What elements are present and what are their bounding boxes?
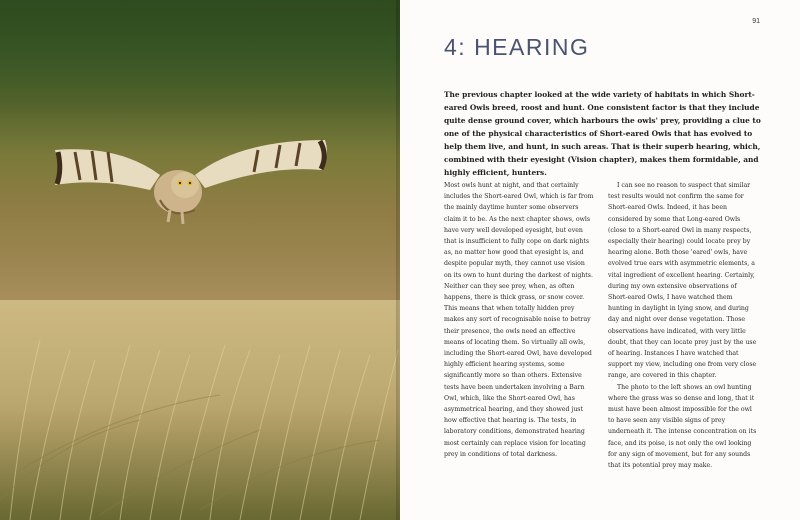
- text-page: [400, 0, 800, 520]
- chapter-title: 4: HEARING: [444, 34, 590, 60]
- body-column-1: [444, 180, 594, 460]
- body-paragraph: The photo to the left shows an owl hunting where the grass was so dense and long, that it must have been almost impossible for the owl to have seen any visible signs of prey underneath it. The intense concentration on its face, and its poise, is not only the owl looking for any sign of movement, but for any sounds that its potential prey may make.: [608, 383, 757, 470]
- page-number: 91: [752, 18, 760, 25]
- intro-paragraph: The previous chapter looked at the wide variety of habitats in which Short-eared Owls breed, roost and hunt. One consistent factor is that they include quite dense ground cover, which harbours the owls' prey, providing a clue to one of the physical characteristics of Short-eared Owls that has evolved to help them live, and hunt, in such areas. That is their superb hearing, which, combined with their eyesight (Vision chapter), makes them formidable, and highly efficient, hunters.: [444, 90, 761, 177]
- body-paragraph: Most owls hunt at night, and that certainly includes the Short-eared Owl, which is far from the mainly daytime hunter some observers claim it to be. As the next chapter shows, owls have very well developed eyesight, but even that is insufficient to fully cope on dark nights as, no matter how good that eyesight is, and despite popular myth, they cannot use vision on its own to hunt during the darkest of nights. Neither can they see prey, when, as often happens, there is thick grass, or snow cover. This means that when totally hidden prey makes any sort of recognisable noise to betray their presence, the owls need an effective means of locating them. So virtually all owls, including the Short-eared Owl, have developed highly efficient hearing systems, some significantly more so than others. Extensive tests have been undertaken involving a Barn Owl, which, like the Short-eared Owl, has asymmetrical hearing, and they showed just how effective that hearing is. The tests, in laboratory conditions, demonstrated hearing most certainly can replace vision for locating prey in conditions of total darkness.: [444, 182, 594, 458]
- body-paragraph: I can see no reason to suspect that similar test results would not confirm the same for Short-eared Owls. Indeed, it has been considered by some that Long-eared Owls (close to a Short-eared Owl in many respects, especially their hearing) could locate prey by hearing alone. Both those 'eared' owls, have evolved true ears with asymmetric elements, a vital ingredient of excellent hearing. Certainly, during my own extensive observations of Short-eared Owls, I have watched them hunting in daylight in lying snow, and during day and night over dense vegetation. Those observations have indicated, with very little doubt, that they can locate prey just by the use of hearing. Instances I have watched that support my view, including one from very close range, are covered in this chapter.: [608, 182, 757, 380]
- body-column-2: [608, 180, 758, 471]
- owl-figure: [55, 140, 327, 224]
